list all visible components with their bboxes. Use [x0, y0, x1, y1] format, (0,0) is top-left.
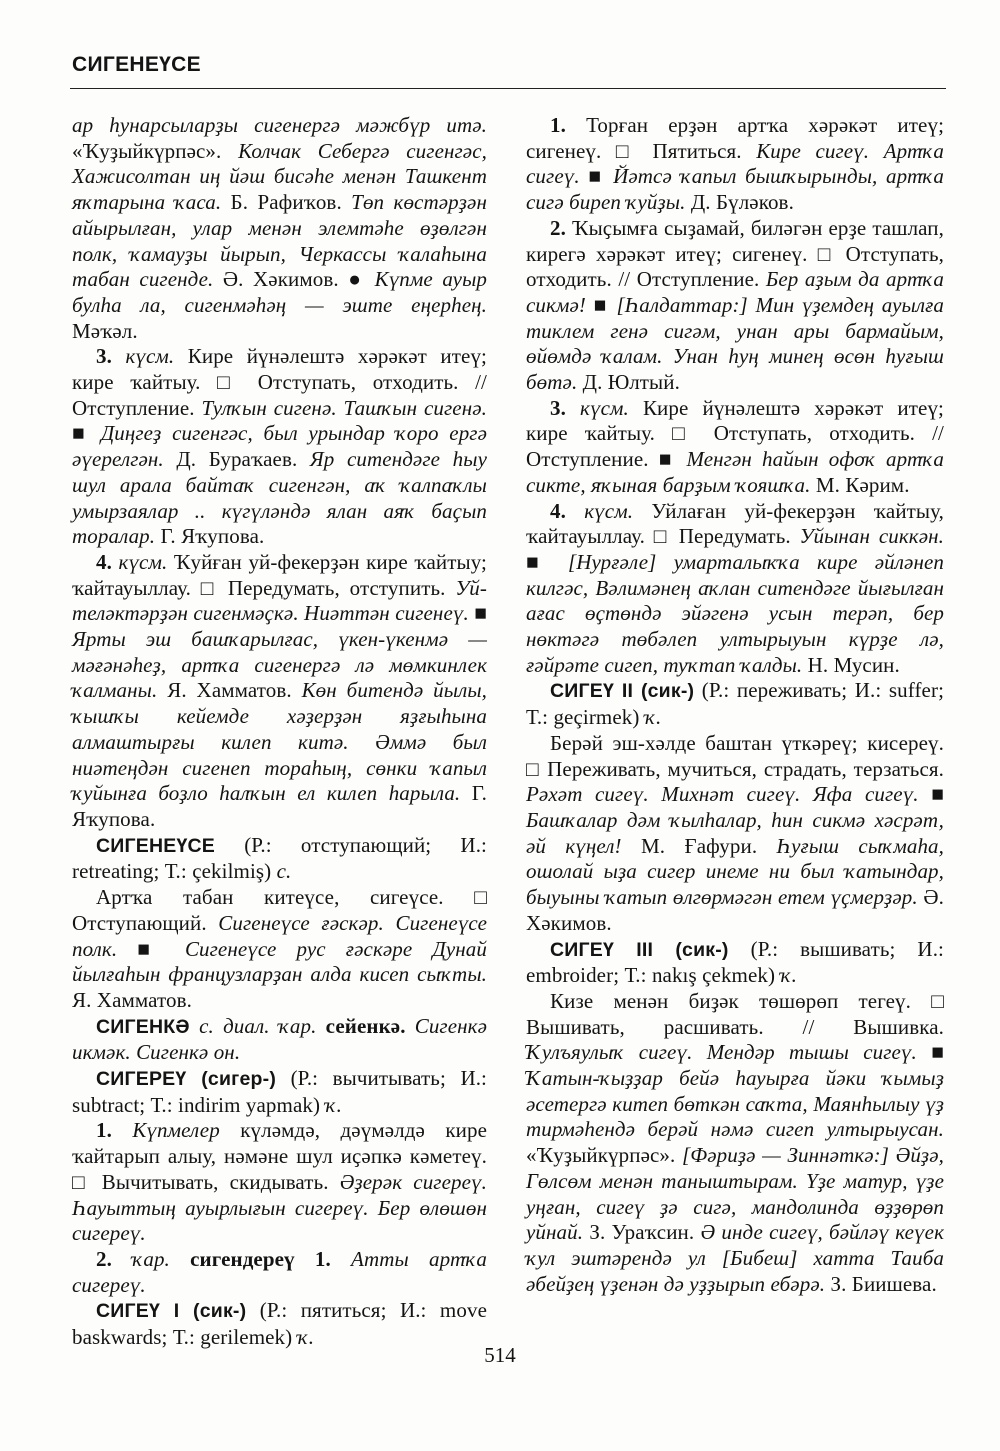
roman-text: ■ — [117, 936, 185, 961]
roman-text: З. Ураҡсин. — [583, 1220, 701, 1245]
headword: СИГЕҮ II (сик-) — [550, 680, 695, 703]
roman-text: Торған ерҙән артҡа хәрәкәт итеү; сигенеү. □ Пятиться. — [526, 113, 944, 163]
entry-definition-paragraph — [72, 1247, 487, 1298]
entry-definition-paragraph — [72, 344, 487, 550]
roman-text: ■ — [526, 549, 568, 574]
italic-example-text: Менгән һайын офоҡ артҡа сикте, яҡыная барҙым ҡояшҡа. — [526, 447, 944, 497]
entry-definition-paragraph — [72, 1118, 487, 1247]
entry-definition-paragraph — [526, 731, 944, 937]
roman-text: Д. Юлтый. — [577, 370, 680, 395]
italic-example-text: Ә инде сигеү, бәйләү кеүек ҡул эштәрендә ул [Бибеш] хатта Таиба әбейҙең үҙенән дә уҙҙырып ебәрә. — [526, 1220, 944, 1296]
bold-text: 4. — [550, 498, 585, 523]
italic-example-text: ҡ. — [325, 1092, 342, 1117]
entry-headword-paragraph — [526, 678, 944, 730]
italic-example-text: күсм. — [125, 344, 175, 369]
entry-headword-paragraph — [72, 833, 487, 885]
running-head: СИГЕНЕҮСЕ — [72, 53, 201, 76]
bold-text: 1. — [550, 113, 566, 137]
italic-example-text: ҡ. — [644, 705, 662, 730]
roman-text: ■ — [585, 292, 617, 317]
roman-text: Б. Рафиҡов. — [221, 190, 352, 215]
entry-definition-paragraph — [526, 499, 944, 679]
italic-example-text: ар һунарсыларҙы сигенергә мәжбүр итә. — [72, 113, 487, 137]
entry-headword-paragraph — [72, 1298, 487, 1350]
roman-text: Д. Бураҡаев. — [163, 447, 310, 472]
roman-text: Я. Хамматов. — [72, 987, 192, 1012]
italic-example-text: Кире сигеү. Артҡа сигеү. — [526, 138, 944, 189]
entry-headword-paragraph — [72, 1066, 487, 1118]
bold-text: сейенкә. — [325, 1013, 415, 1038]
italic-example-text: Уй-теләктәрҙән сигенмәҫкә. Ниәттән сигенеү. — [72, 575, 487, 626]
headword: СИГЕНКӘ — [96, 1015, 200, 1038]
roman-text: «Ҡуҙыйкүрпәс». — [72, 138, 239, 163]
italic-example-text: ҡ. — [780, 963, 797, 988]
headword: СИГЕҮ I (сик-) — [96, 1300, 247, 1323]
page-number: 514 — [484, 1343, 516, 1367]
italic-example-text: ҡар. — [132, 1246, 191, 1271]
roman-text: (Р.: вычитывать; И.: subtract; Т.: indirim yapmak) — [72, 1066, 487, 1117]
entry-headword-paragraph — [526, 937, 944, 989]
italic-example-text: күсм. — [584, 498, 634, 523]
bold-text: 4. — [96, 549, 119, 574]
roman-text: Кире йүнәлештә хәрәкәт итеү; кире ҡайтыу. □ Отступать, отходить. // Отступление. — [72, 344, 487, 420]
italic-example-text: Күпмелер — [132, 1118, 220, 1143]
italic-example-text: Бер аҙым да артҡа сикмә! — [526, 267, 944, 317]
roman-text: Н. Мусин. — [802, 652, 900, 677]
roman-text: ■ — [918, 782, 945, 807]
entry-definition-paragraph — [72, 113, 487, 344]
italic-example-text: Йәтсә ҡапыл бышҡырынды, артҡа сигә биреп ҡуйҙы. — [526, 164, 945, 215]
bold-text: 2. — [96, 1246, 133, 1271]
roman-text: Кизе менән биҙәк төшөрөп тегеү. □ Вышивать, расшивать. // Вышивка. — [526, 988, 944, 1039]
italic-example-text: с. — [276, 859, 292, 884]
bold-text: 2. — [550, 215, 566, 240]
roman-text: Ә. Хәкимов. — [526, 885, 944, 935]
roman-text: З. Биишева. — [825, 1271, 937, 1296]
entry-definition-paragraph — [526, 216, 944, 396]
roman-text: Уйлаған уй-фекерҙән ҡайтыу, ҡайтауыллау. □ Передумать. — [526, 498, 944, 549]
roman-text: (Р.: вышивать; И.: embroider; Т.: nakış çekmek) — [526, 936, 944, 988]
bold-text: 1. — [96, 1118, 133, 1143]
roman-text: Ҡыҫымға сыҙамай, биләгән ерҙе ташлап, кирегә хәрәкәт итеү; сигенеү. □ Отступать, отходить. // Отступление. — [526, 215, 944, 292]
roman-text: (Р.: переживать; И.: suffer; Т.: geçirmek) — [526, 678, 944, 730]
italic-example-text: [Нурғәле] умарталыҡҡа кире әйләнеп килгәс, Вәлимәнең аҡлан ситендәге йығылған ағас өҫтөндә эйәгенә усын терәп, бер нөктәгә төбәлеп ултырыуын күрҙе лә, ғәйрәте сигеп, туҡтап ҡалды. — [526, 549, 944, 677]
italic-example-text: Яр ситендәге һыу шул арала байтаҡ сигенгән, аҡ ҡалпаҡлы умырзаялар .. күгүләндә ялан аяҡ баҫып торалар. — [72, 447, 487, 549]
roman-text: ■ — [72, 421, 101, 446]
italic-example-text: Рәхәт сигеү. Михнәт сигеү. Яфа сигеү. — [526, 782, 919, 807]
roman-text: Ҡуйған уй-фекерҙән кире ҡайтыу; ҡайтауыллау. □ Передумать, отступить. — [72, 549, 487, 600]
italic-example-text: [Фәриҙә — Зиннәткә:] Әйҙә, Гөлсөм менән таныштырам. Үҙе матур, үҙе уңған, сигеү ҙә сигә, мандолинда өҙҙөрөп уйнай. — [526, 1143, 944, 1245]
italic-example-text: Башҡалар дәм ҡылһалар, һин сикмә хәсрәт, әй күңел! — [526, 807, 944, 858]
roman-text: ■ — [579, 164, 614, 189]
roman-text: күләмдә, дәүмәлдә кире ҡайтарып алыу, нәмәне шул иҫәпкә кәметеү. □ Вычитывать, скидывать. — [72, 1118, 487, 1194]
entry-definition-paragraph — [526, 396, 944, 499]
roman-text: (Р.: отступающий; И.: retreating; Т.: çekilmiş) — [72, 832, 487, 884]
italic-example-text: Ҡулъяулыҡ сигеү. Мендәр тышы сигеү. — [526, 1040, 917, 1065]
italic-example-text: Атты артҡа сигереү. — [72, 1246, 487, 1297]
entry-definition-paragraph — [72, 550, 487, 833]
entry-headword-paragraph — [72, 1014, 487, 1066]
bold-text: сигендереү 1. — [190, 1246, 352, 1271]
roman-text: М. Кәрим. — [810, 472, 910, 497]
bold-text: 3. — [96, 344, 126, 369]
roman-text: Д. Бүләков. — [685, 190, 794, 215]
italic-example-text: Көн битендә йылы, ҡышҡы кейемде хәҙерҙән яҙғыһына алмаштырғы килеп китә. Әммә был ниәтеңдән сигенеп тораһың, сөнки ҡапыл ҡуйынға боҙло һалҡын ел килеп һарыла. — [72, 678, 488, 806]
italic-example-text: Тулҡын сигенә. Ташҡын сигенә. — [201, 395, 487, 420]
entry-definition-paragraph — [526, 989, 944, 1297]
roman-text: Г. Яҡупова. — [72, 781, 487, 831]
italic-example-text: Әҙерәк сигереү. Һауыттың ауырлығын сигереү. Бер өлөшөн сигереү. — [72, 1169, 487, 1246]
italic-example-text: Сигенкә икмәк. Сигенкә он. — [72, 1013, 488, 1065]
headword: СИГЕНЕҮСЕ — [96, 834, 215, 857]
roman-text: Ә. Хәкимов. ● — [213, 267, 375, 292]
left-column — [72, 113, 487, 1351]
roman-text: М. Ғафури. — [621, 833, 777, 858]
italic-example-text: Ярты эш башҡарылғас, үкен-үкенмә — мәғәнәһеҙ, артҡа сигенергә лә мөмкинлек ҡалманы. — [72, 627, 487, 703]
italic-example-text: Сигенеүсе рус ғәскәре Дунай йылғаһын французларҙан алда кисеп сыҡты. — [72, 936, 488, 987]
italic-example-text: с. диал. ҡар. — [199, 1013, 326, 1038]
italic-example-text: Сигенеүсе ғәскәр. Сигенеүсе полк. — [72, 910, 487, 961]
italic-example-text: Диңгеҙ сигенгәс, был урындар ҡоро ергә әүерелгән. — [72, 421, 488, 472]
bold-text: 3. — [550, 395, 581, 420]
italic-example-text: Уйынан сиккән. — [799, 524, 944, 549]
italic-example-text: Һуғыш сыҡмаһа, ошолай ыҙа сигер инеме ни был ҡатындар, быуыны ҡатып өлгөрмәгән етем үҫмерҙәр. — [526, 833, 944, 910]
italic-example-text: күсм. — [580, 395, 629, 420]
headword: СИГЕҮ III (сик-) — [550, 938, 729, 961]
italic-example-text: Колчак Себергә сигенгәс, Хажисолтан иң йәш бисәһе менән Ташкент яҡтарына ҡаса. — [72, 138, 487, 215]
roman-text: Артҡа табан китеүсе, сигеүсе. □ Отступающий. — [72, 885, 487, 935]
roman-text: ■ — [468, 601, 487, 626]
roman-text: Кире йүнәлештә хәрәкәт итеү; кире ҡайтыу. □ Отступать, отходить. // Отступление. ■ — [526, 395, 944, 472]
roman-text: Я. Хамматов. — [157, 678, 302, 703]
roman-text: ■ — [916, 1040, 944, 1065]
italic-example-text: [Һалдаттар:] Мин үҙемдең ауылға тиклем генә сигәм, унан ары бармайым, өйөмдә ҡалам. Унан һуң минең өсөн һуғыш бөтә. — [526, 292, 945, 395]
italic-example-text: ҡ. — [297, 1325, 315, 1350]
roman-text: Берәй эш-хәлде баштан үткәреү; кисереү. □ Переживать, мучиться, страдать, терзаться. — [526, 730, 944, 781]
roman-text: «Ҡуҙыйкүрпәс». — [526, 1143, 682, 1168]
roman-text: (Р.: пятиться; И.: move baskwards; Т.: gerilemek) — [72, 1298, 487, 1350]
right-column — [526, 113, 944, 1297]
entry-definition-paragraph — [526, 113, 944, 216]
italic-example-text: Ҡатын-ҡыҙҙар бейә һауырға йәки ҡымыҙ әсетергә китеп бөткән саҡта, Маянһылыу үҙ тирмәһендә берәй нәмә сигеп ултырыусан. — [526, 1066, 944, 1142]
roman-text: Г. Яҡупова. — [155, 524, 265, 549]
italic-example-text: Төп көстәрҙән айырылған, улар менән элемтәһе өҙөлгән полк, ҡамауҙы йырып, Черкассы ҡалаһына табан сигенде. — [72, 190, 487, 292]
headword: СИГЕРЕҮ (сигер-) — [96, 1068, 277, 1091]
italic-example-text: күсм. — [118, 549, 168, 574]
italic-example-text: Күпме ауыр булһа ла, сигенмәһәң — эште еңерһең. — [72, 267, 487, 317]
roman-text: Мәҡәл. — [72, 318, 138, 343]
entry-definition-paragraph — [72, 885, 487, 1014]
